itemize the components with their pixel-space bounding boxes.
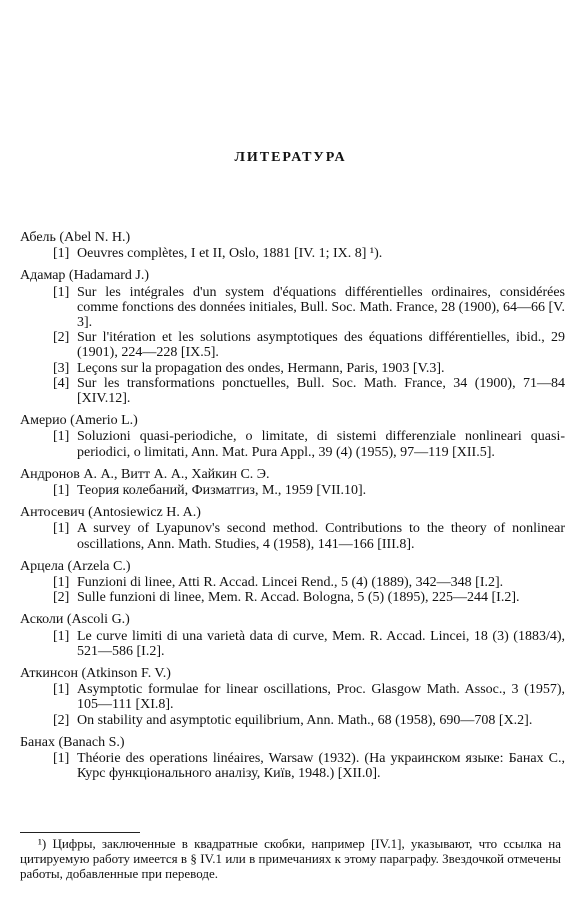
footnote: ¹) Цифры, заключенные в квадратные скобки, например [IV.1], указывают, что ссылка на цитируемую работу имеется в § IV.1 или в примечаниях к этому параграфу. Звездочкой отмечены работы, добавленные при переводе. [20,836,561,881]
work-text: Asymptotic formulae for linear oscillations, Proc. Glasgow Math. Assoc., 3 (1957), 105—111 [XI.8]. [77,682,565,713]
reference-entry [20,505,565,552]
reference-work [20,682,565,712]
work-number: [1] [53,246,70,262]
reference-work [20,483,565,498]
reference-work [20,521,565,551]
work-text: Sur l'itération et les solutions asymptotiques des équations différentielles, ibid., 29 (1901), 224—228 [IX.5]. [77,330,565,361]
work-number: [1] [53,429,70,445]
reference-author: Андронов А. А., Витт А. А., Хайкин С. Э. [20,466,270,482]
reference-work [20,361,565,376]
reference-entry [20,230,565,261]
reference-entry [20,467,565,498]
work-number: [1] [53,483,70,499]
work-text: Le curve limiti di una varietà data di curve, Mem. R. Accad. Lincei, 18 (3) (1883/4), 521—586 [I.2]. [77,628,565,659]
work-number: [4] [53,375,70,391]
reference-work [20,376,565,406]
reference-work [20,246,565,261]
reference-author: Абель (Abel N. H.) [20,230,131,245]
work-text: Funzioni di linee, Atti R. Accad. Lincei Rend., 5 (4) (1889), 342—348 [I.2]. [77,575,504,591]
reference-entry [20,268,565,406]
reference-work [20,330,565,360]
work-text: Oeuvres complètes, I et II, Oslo, 1881 [IV. 1; IX. 8] ¹). [77,246,383,262]
reference-work [20,429,565,459]
work-number: [3] [53,360,70,376]
reference-author: Арцела (Arzela C.) [20,558,131,574]
reference-entry [20,666,565,728]
reference-entry [20,559,565,606]
reference-entry [20,413,565,460]
footnote-divider [20,832,140,833]
reference-author: Аткинсон (Atkinson F. V.) [20,666,171,682]
work-text: Leçons sur la propagation des ondes, Hermann, Paris, 1903 [V.3]. [77,360,445,376]
work-text: Soluzioni quasi-periodiche, o limitate, di sistemi differenziale nonlineari quasi-periodici, o limitati, Ann. Mat. Pura Appl., 39 (4) (1955), 97—119 [XII.5]. [77,429,565,460]
page-title: ЛИТЕРАТУРА [234,150,347,165]
work-number: [2] [53,330,70,346]
reference-work [20,285,565,331]
reference-work [20,629,565,659]
reference-entry [20,612,565,659]
work-number: [2] [53,590,70,606]
work-text: On stability and asymptotic equilibrium, Ann. Math., 68 (1958), 690—708 [X.2]. [77,712,533,728]
work-number: [1] [53,284,70,300]
reference-author: Антосевич (Antosiewicz H. A.) [20,505,201,521]
work-number: [1] [53,751,70,767]
reference-work [20,713,565,728]
reference-work [20,590,565,605]
work-text: Sur les transformations ponctuelles, Bull. Soc. Math. France, 34 (1900), 71—84 [XIV.12]. [77,375,565,407]
work-number: [1] [53,682,70,698]
reference-author: Банах (Banach S.) [20,734,125,750]
work-text: Sur les intégrales d'un system d'équations différentielles ordinaires, considérées comme fonctions des données initiales, Bull. Soc. Math. France, 28 (1900), 64—66 [V. 3]. [77,284,565,331]
reference-author: Асколи (Ascoli G.) [20,612,130,628]
work-number: [2] [53,712,70,728]
work-number: [1] [53,628,70,644]
reference-entry [20,735,565,782]
work-text: A survey of Lyapunov's second method. Contributions to the theory of nonlinear oscillations, Ann. Math. Studies, 4 (1958), 141—166 [III.8]. [77,521,565,552]
reference-work [20,575,565,590]
work-text: Théorie des operations linéaires, Warsaw (1932). (На украинском языке: Банах С., Курс функціонального аналізу, Київ, 1948.) [XII.0]. [77,751,565,782]
work-number: [1] [53,575,70,591]
reference-work [20,751,565,781]
reference-author: Адамар (Hadamard J.) [20,268,150,284]
work-text: Теория колебаний, Физматгиз, М., 1959 [VII.10]. [77,483,367,499]
reference-list [20,230,565,789]
work-number: [1] [53,521,70,537]
work-text: Sulle funzioni di linee, Mem. R. Accad. Bologna, 5 (5) (1895), 225—244 [I.2]. [77,590,520,606]
reference-author: Америо (Amerio L.) [20,413,138,429]
